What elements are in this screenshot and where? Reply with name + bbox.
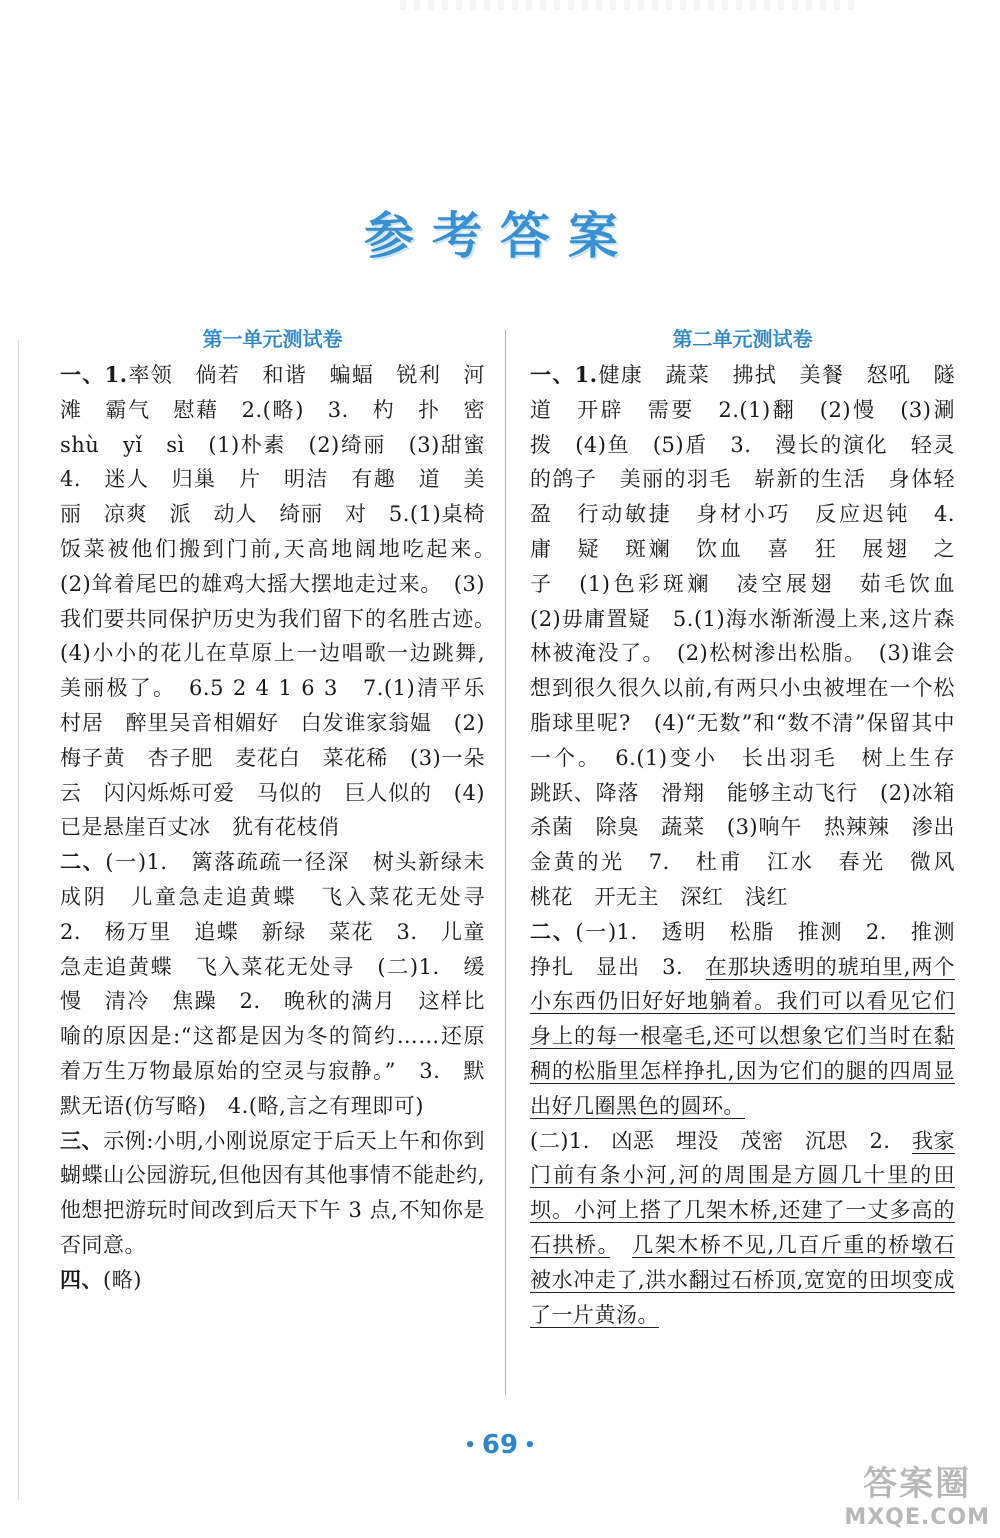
unit1-section-4 xyxy=(60,1263,485,1298)
section-lead: 一、1. xyxy=(60,362,128,387)
unit2-section-2 xyxy=(530,915,977,1333)
watermark-cn: 答案圈 xyxy=(863,1464,972,1504)
unit2-heading: 第二单元测试卷 xyxy=(672,327,813,351)
page-title: 参考答案 xyxy=(364,207,636,265)
unit1-column xyxy=(60,326,507,1298)
section-lead: 一、1. xyxy=(530,362,598,387)
watermark-url: MXQE.COM xyxy=(844,1505,990,1530)
underlined-answer: 几架木桥不见,几百斤重的桥墩石被水冲走了,洪水翻过石桥顶,宽宽的田坝变成了一片黄汤。 xyxy=(530,1232,955,1327)
underlined-answer: 我家门前有条小河,河的周围是方圆几十里的田坝。小河上搭了几架木桥,还建了一丈多高的石拱桥。 xyxy=(530,1128,956,1257)
watermark-logo xyxy=(844,1456,990,1530)
section-text: 示例:小明,小刚说原定于后天上午和你到蝴蝶山公园游玩,但他因有其他事情不能赴约,他想把游玩时间改到后天下午 3 点,不知你是否同意。 xyxy=(60,1128,486,1257)
unit1-heading: 第一单元测试卷 xyxy=(202,327,343,351)
underlined-answer: 在那块透明的琥珀里,两个小东西仍旧好好地躺着。我们可以看见它们身上的每一根毫毛,还可以想象它们当时在黏稠的松脂里怎样挣扎,因为它们的腿的四周显出好几圈黑色的圆环。 xyxy=(530,954,955,1118)
section-text: 健康 蔬菜 拂拭 美餐 怒吼 隧道 开辟 需要 2.(1)翻 (2)慢 (3)涮 拨 (4)鱼 (5)盾 3. 漫长的演化 轻灵的鸽子 美丽的羽毛 崭新的生活 身体轻盈 行动敏捷 身材小巧 反应迟钝 4. 庸 疑 斑斓 饮血 喜 狂 展翅 之 子 (1)色彩斑斓 凌空展翅 茹毛饮血 (2)毋庸置疑 5.(1)海水渐渐漫上来,这片森林被淹没了。 (2)松树渗出松脂。 (3)谁会想到很久很久以前,有两只小虫被埋在一个松脂球里呢? (4)“无数”和“数不清”保留其中一个。 6.(1)变小 长出羽毛 树上生存 跳跃、降落 滑翔 能够主动飞行 (2)冰箱 杀菌 除臭 蔬菜 (3)响午 热辣辣 渗出 金黄的光 7. 杜甫 江水 春光 微风 桃花 开无主 深红 浅红 xyxy=(530,363,977,909)
scan-edge-line xyxy=(18,340,19,1500)
section-text: 率领 倘若 和谐 蝙蝠 锐利 河滩 霸气 慰藉 2.(略) 3. 杓 扑 密 shù yǐ sì (1)朴素 (2)绮丽 (3)甜蜜 4. 迷人 归巢 片 明洁 有趣 道 美丽 凉爽 派 动人 绮丽 对 5.(1)桌椅饭菜被他们搬到门前,天高地阔地吃起来。 (2)耸着尾巴的雄鸡大摇大摆地走过来。 (3)我们要共同保护历史为我们留下的名胜古迹。 (4)小小的花儿在草原上一边唱歌一边跳舞,美丽极了。 6.5 2 4 1 6 3 7.(1)清平乐 村居 醉里吴音相媚好 白发谁家翁媪 (2)梅子黄 杏子肥 麦花白 菜花稀 (3)一朵云 闪闪烁烁可爱 马似的 巨人似的 (4)已是悬崖百丈冰 犹有花枝俏 xyxy=(60,363,507,840)
unit1-section-1 xyxy=(60,358,507,845)
section-text: (二)1. 凶恶 埋没 茂密 沉思 2. xyxy=(530,1128,912,1153)
unit1-section-3 xyxy=(60,1124,485,1263)
section-text: (一)1. 篱落疏疏一径深 树头新绿未成阴 儿童急走追黄蝶 飞入菜花无处寻 2. 杨万里 追蝶 新绿 菜花 3. 儿童急走追黄蝶 飞入菜花无处寻 (二)1. 缓慢 清冷 焦躁 2. 晚秋的满月 这样比喻的原因是:“这都是因为冬的简约……还原着万生万物最原始的空灵与寂静。” 3. 默默无语(仿写略) 4.(略,言之有理即可) xyxy=(60,850,507,1118)
section-text xyxy=(610,1233,633,1257)
page-number-value: 69 xyxy=(481,1430,519,1460)
section-text: (略) xyxy=(103,1267,142,1292)
column-divider xyxy=(505,330,506,1395)
unit2-column xyxy=(530,326,977,1332)
section-lead: 二、 xyxy=(530,918,576,944)
dot-icon: • xyxy=(524,1435,536,1456)
section-lead: 四、 xyxy=(60,1266,103,1292)
section-lead: 二、 xyxy=(60,849,106,875)
unit1-section-2 xyxy=(60,845,507,1123)
section-lead: 三、 xyxy=(60,1127,104,1153)
unit2-section-1 xyxy=(530,358,977,915)
section-text: (一)1. 透明 松脂 推测 2. 推测 挣扎 显出 3. xyxy=(530,919,977,979)
scan-noise xyxy=(400,0,860,10)
dot-icon: • xyxy=(464,1435,476,1456)
